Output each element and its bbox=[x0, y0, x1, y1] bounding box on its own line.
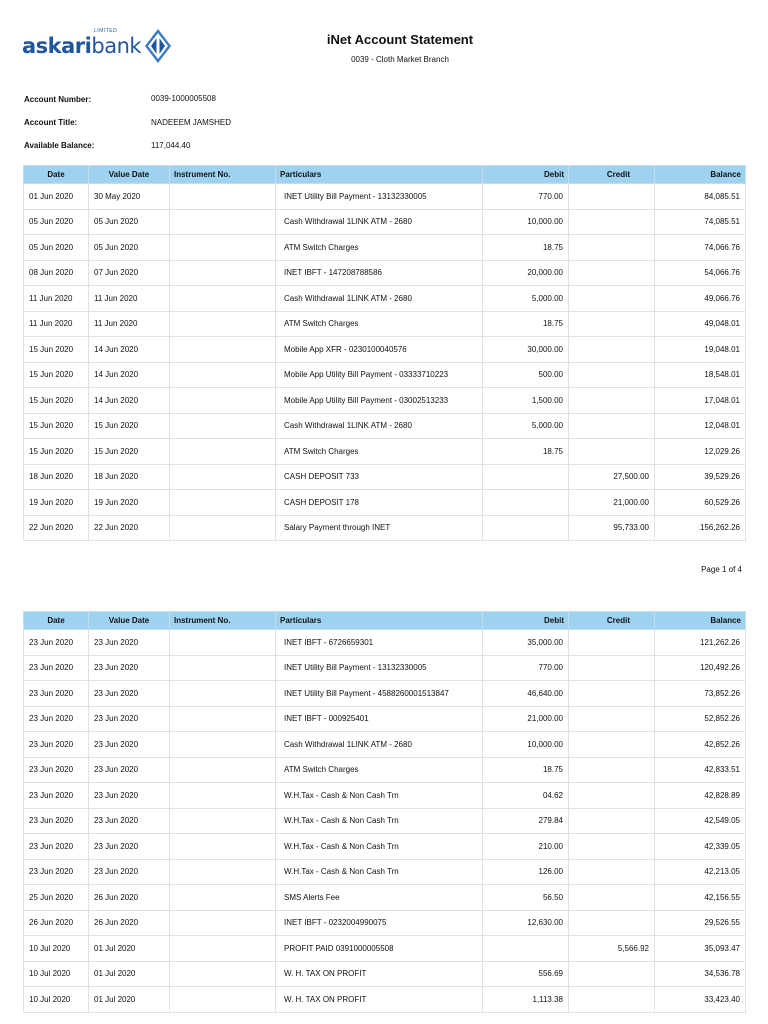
cell-instrument bbox=[170, 808, 276, 834]
col-balance-header: Balance bbox=[655, 166, 746, 184]
cell-date: 15 Jun 2020 bbox=[24, 439, 89, 465]
cell-balance: 42,339.05 bbox=[655, 834, 746, 860]
cell-debit: 1,113.38 bbox=[483, 987, 569, 1013]
cell-credit bbox=[569, 311, 655, 337]
table-row bbox=[24, 783, 746, 809]
cell-particulars: Mobile App Utility Bill Payment - 03333710223 bbox=[276, 362, 483, 388]
cell-credit bbox=[569, 681, 655, 707]
table-row bbox=[24, 286, 746, 312]
cell-value-date: 18 Jun 2020 bbox=[89, 464, 170, 490]
cell-debit: 18.75 bbox=[483, 439, 569, 465]
cell-credit bbox=[569, 209, 655, 235]
cell-particulars: ATM Switch Charges bbox=[276, 311, 483, 337]
table-row bbox=[24, 706, 746, 732]
cell-balance: 54,066.76 bbox=[655, 260, 746, 286]
cell-particulars: Cash Withdrawal 1LINK ATM - 2680 bbox=[276, 209, 483, 235]
col-particulars-header: Particulars bbox=[276, 612, 483, 630]
cell-balance: 29,526.55 bbox=[655, 910, 746, 936]
logo-name-bold: askari bbox=[22, 33, 92, 58]
cell-particulars: INET IBFT - 000925401 bbox=[276, 706, 483, 732]
cell-instrument bbox=[170, 706, 276, 732]
cell-value-date: 07 Jun 2020 bbox=[89, 260, 170, 286]
table-header-row bbox=[24, 612, 746, 630]
cell-particulars: CASH DEPOSIT 733 bbox=[276, 464, 483, 490]
table-row bbox=[24, 362, 746, 388]
cell-value-date: 01 Jul 2020 bbox=[89, 987, 170, 1013]
cell-instrument bbox=[170, 490, 276, 516]
cell-balance: 74,066.76 bbox=[655, 235, 746, 261]
cell-debit: 20,000.00 bbox=[483, 260, 569, 286]
cell-date: 01 Jun 2020 bbox=[24, 184, 89, 210]
cell-particulars: INET Utility Bill Payment - 13132330005 bbox=[276, 184, 483, 210]
cell-credit bbox=[569, 732, 655, 758]
transactions-table-page-1 bbox=[23, 165, 746, 541]
cell-credit bbox=[569, 808, 655, 834]
cell-particulars: Cash Withdrawal 1LINK ATM - 2680 bbox=[276, 286, 483, 312]
cell-credit bbox=[569, 885, 655, 911]
cell-value-date: 23 Jun 2020 bbox=[89, 757, 170, 783]
col-date-header: Date bbox=[24, 612, 89, 630]
cell-particulars: INET Utility Bill Payment - 13132330005 bbox=[276, 655, 483, 681]
cell-particulars: PROFIT PAID 0391000005508 bbox=[276, 936, 483, 962]
table-row bbox=[24, 885, 746, 911]
cell-balance: 42,828.89 bbox=[655, 783, 746, 809]
cell-instrument bbox=[170, 209, 276, 235]
cell-date: 11 Jun 2020 bbox=[24, 286, 89, 312]
cell-debit: 18.75 bbox=[483, 311, 569, 337]
cell-value-date: 01 Jul 2020 bbox=[89, 961, 170, 987]
cell-instrument bbox=[170, 515, 276, 541]
table-row bbox=[24, 515, 746, 541]
cell-debit bbox=[483, 936, 569, 962]
cell-debit: 10,000.00 bbox=[483, 732, 569, 758]
cell-balance: 74,085.51 bbox=[655, 209, 746, 235]
cell-credit bbox=[569, 706, 655, 732]
cell-credit bbox=[569, 757, 655, 783]
cell-date: 18 Jun 2020 bbox=[24, 464, 89, 490]
cell-value-date: 11 Jun 2020 bbox=[89, 286, 170, 312]
cell-credit: 27,500.00 bbox=[569, 464, 655, 490]
page-number: Page 1 of 4 bbox=[701, 565, 742, 574]
col-date-header: Date bbox=[24, 166, 89, 184]
cell-credit bbox=[569, 260, 655, 286]
cell-date: 10 Jul 2020 bbox=[24, 987, 89, 1013]
cell-date: 15 Jun 2020 bbox=[24, 388, 89, 414]
cell-value-date: 23 Jun 2020 bbox=[89, 834, 170, 860]
cell-balance: 42,156.55 bbox=[655, 885, 746, 911]
cell-instrument bbox=[170, 757, 276, 783]
cell-debit: 126.00 bbox=[483, 859, 569, 885]
col-debit-header: Debit bbox=[483, 612, 569, 630]
cell-value-date: 14 Jun 2020 bbox=[89, 362, 170, 388]
table-row bbox=[24, 961, 746, 987]
cell-balance: 49,066.76 bbox=[655, 286, 746, 312]
col-debit-header: Debit bbox=[483, 166, 569, 184]
cell-credit bbox=[569, 286, 655, 312]
table-row bbox=[24, 439, 746, 465]
cell-value-date: 23 Jun 2020 bbox=[89, 808, 170, 834]
cell-instrument bbox=[170, 732, 276, 758]
cell-credit bbox=[569, 337, 655, 363]
col-value-date-header: Value Date bbox=[89, 612, 170, 630]
cell-instrument bbox=[170, 413, 276, 439]
cell-credit bbox=[569, 184, 655, 210]
cell-instrument bbox=[170, 961, 276, 987]
cell-particulars: W.H.Tax - Cash & Non Cash Trn bbox=[276, 834, 483, 860]
cell-particulars: W. H. TAX ON PROFIT bbox=[276, 987, 483, 1013]
cell-credit: 5,566.92 bbox=[569, 936, 655, 962]
cell-instrument bbox=[170, 936, 276, 962]
cell-date: 22 Jun 2020 bbox=[24, 515, 89, 541]
table-row bbox=[24, 834, 746, 860]
cell-debit: 500.00 bbox=[483, 362, 569, 388]
cell-balance: 42,549.05 bbox=[655, 808, 746, 834]
cell-date: 23 Jun 2020 bbox=[24, 681, 89, 707]
cell-instrument bbox=[170, 655, 276, 681]
cell-value-date: 15 Jun 2020 bbox=[89, 439, 170, 465]
cell-particulars: ATM Switch Charges bbox=[276, 439, 483, 465]
cell-date: 23 Jun 2020 bbox=[24, 655, 89, 681]
cell-instrument bbox=[170, 783, 276, 809]
cell-instrument bbox=[170, 260, 276, 286]
cell-particulars: SMS Alerts Fee bbox=[276, 885, 483, 911]
cell-balance: 34,536.78 bbox=[655, 961, 746, 987]
table-row bbox=[24, 757, 746, 783]
cell-debit: 18.75 bbox=[483, 757, 569, 783]
cell-value-date: 22 Jun 2020 bbox=[89, 515, 170, 541]
cell-date: 23 Jun 2020 bbox=[24, 630, 89, 656]
cell-date: 26 Jun 2020 bbox=[24, 910, 89, 936]
cell-balance: 33,423.40 bbox=[655, 987, 746, 1013]
cell-debit: 556.69 bbox=[483, 961, 569, 987]
table-row bbox=[24, 655, 746, 681]
cell-credit bbox=[569, 834, 655, 860]
cell-balance: 17,048.01 bbox=[655, 388, 746, 414]
account-title-value: NADEEEM JAMSHED bbox=[151, 118, 232, 127]
cell-particulars: INET Utility Bill Payment - 4588260001513847 bbox=[276, 681, 483, 707]
cell-date: 23 Jun 2020 bbox=[24, 757, 89, 783]
cell-credit bbox=[569, 235, 655, 261]
cell-date: 15 Jun 2020 bbox=[24, 337, 89, 363]
cell-value-date: 23 Jun 2020 bbox=[89, 732, 170, 758]
cell-debit: 770.00 bbox=[483, 655, 569, 681]
account-number-value: 0039-1000005508 bbox=[151, 94, 216, 103]
cell-credit bbox=[569, 961, 655, 987]
cell-particulars: ATM Switch Charges bbox=[276, 757, 483, 783]
cell-value-date: 14 Jun 2020 bbox=[89, 388, 170, 414]
cell-balance: 42,833.51 bbox=[655, 757, 746, 783]
cell-date: 19 Jun 2020 bbox=[24, 490, 89, 516]
col-value-date-header: Value Date bbox=[89, 166, 170, 184]
cell-value-date: 23 Jun 2020 bbox=[89, 859, 170, 885]
cell-particulars: INET IBFT - 0232004990075 bbox=[276, 910, 483, 936]
cell-instrument bbox=[170, 834, 276, 860]
cell-particulars: W. H. TAX ON PROFIT bbox=[276, 961, 483, 987]
table-row bbox=[24, 184, 746, 210]
cell-date: 23 Jun 2020 bbox=[24, 783, 89, 809]
cell-instrument bbox=[170, 362, 276, 388]
cell-particulars: W.H.Tax - Cash & Non Cash Trn bbox=[276, 783, 483, 809]
table-row bbox=[24, 490, 746, 516]
cell-particulars: W.H.Tax - Cash & Non Cash Trn bbox=[276, 808, 483, 834]
cell-value-date: 23 Jun 2020 bbox=[89, 783, 170, 809]
logo-subtitle: LIMITED bbox=[94, 28, 118, 34]
cell-debit: 279.84 bbox=[483, 808, 569, 834]
table-row bbox=[24, 209, 746, 235]
cell-debit: 56.50 bbox=[483, 885, 569, 911]
cell-particulars: INET IBFT - 6726659301 bbox=[276, 630, 483, 656]
cell-value-date: 05 Jun 2020 bbox=[89, 235, 170, 261]
cell-date: 10 Jul 2020 bbox=[24, 961, 89, 987]
cell-debit bbox=[483, 464, 569, 490]
cell-credit: 21,000.00 bbox=[569, 490, 655, 516]
cell-instrument bbox=[170, 681, 276, 707]
cell-value-date: 05 Jun 2020 bbox=[89, 209, 170, 235]
table-row bbox=[24, 681, 746, 707]
cell-instrument bbox=[170, 885, 276, 911]
account-number-label: Account Number: bbox=[24, 95, 92, 104]
table-row bbox=[24, 464, 746, 490]
col-instrument-header: Instrument No. bbox=[170, 166, 276, 184]
cell-balance: 121,262.26 bbox=[655, 630, 746, 656]
cell-debit: 21,000.00 bbox=[483, 706, 569, 732]
cell-balance: 19,048.01 bbox=[655, 337, 746, 363]
cell-particulars: W.H.Tax - Cash & Non Cash Trn bbox=[276, 859, 483, 885]
col-credit-header: Credit bbox=[569, 166, 655, 184]
cell-date: 23 Jun 2020 bbox=[24, 859, 89, 885]
table-row bbox=[24, 388, 746, 414]
cell-debit: 12,630.00 bbox=[483, 910, 569, 936]
cell-debit: 5,000.00 bbox=[483, 413, 569, 439]
cell-date: 15 Jun 2020 bbox=[24, 413, 89, 439]
cell-credit bbox=[569, 910, 655, 936]
cell-date: 05 Jun 2020 bbox=[24, 235, 89, 261]
col-credit-header: Credit bbox=[569, 612, 655, 630]
cell-balance: 42,852.26 bbox=[655, 732, 746, 758]
cell-credit bbox=[569, 655, 655, 681]
cell-date: 05 Jun 2020 bbox=[24, 209, 89, 235]
cell-balance: 39,529.26 bbox=[655, 464, 746, 490]
table-row bbox=[24, 260, 746, 286]
cell-debit bbox=[483, 515, 569, 541]
cell-credit bbox=[569, 439, 655, 465]
statement-title: iNet Account Statement bbox=[326, 32, 474, 47]
cell-particulars: INET IBFT - 147208788586 bbox=[276, 260, 483, 286]
table-row bbox=[24, 311, 746, 337]
cell-balance: 156,262.26 bbox=[655, 515, 746, 541]
cell-date: 23 Jun 2020 bbox=[24, 808, 89, 834]
cell-debit: 46,640.00 bbox=[483, 681, 569, 707]
cell-balance: 35,093.47 bbox=[655, 936, 746, 962]
table-row bbox=[24, 987, 746, 1013]
cell-debit: 210.00 bbox=[483, 834, 569, 860]
cell-particulars: ATM Switch Charges bbox=[276, 235, 483, 261]
cell-credit bbox=[569, 388, 655, 414]
cell-value-date: 14 Jun 2020 bbox=[89, 337, 170, 363]
cell-credit bbox=[569, 859, 655, 885]
cell-instrument bbox=[170, 464, 276, 490]
table-row bbox=[24, 235, 746, 261]
cell-debit: 10,000.00 bbox=[483, 209, 569, 235]
table-row bbox=[24, 413, 746, 439]
cell-balance: 120,492.26 bbox=[655, 655, 746, 681]
cell-value-date: 26 Jun 2020 bbox=[89, 885, 170, 911]
cell-credit bbox=[569, 362, 655, 388]
cell-instrument bbox=[170, 286, 276, 312]
cell-balance: 42,213.05 bbox=[655, 859, 746, 885]
table-row bbox=[24, 808, 746, 834]
cell-value-date: 23 Jun 2020 bbox=[89, 655, 170, 681]
cell-debit: 5,000.00 bbox=[483, 286, 569, 312]
account-title-label: Account Title: bbox=[24, 118, 78, 127]
cell-balance: 52,852.26 bbox=[655, 706, 746, 732]
cell-debit: 35,000.00 bbox=[483, 630, 569, 656]
transactions-table-page-2 bbox=[23, 611, 746, 1013]
available-balance-label: Available Balance: bbox=[24, 141, 95, 150]
branch-name: 0039 - Cloth Market Branch bbox=[351, 55, 449, 64]
cell-debit bbox=[483, 490, 569, 516]
cell-instrument bbox=[170, 987, 276, 1013]
col-balance-header: Balance bbox=[655, 612, 746, 630]
cell-balance: 84,085.51 bbox=[655, 184, 746, 210]
cell-date: 23 Jun 2020 bbox=[24, 732, 89, 758]
cell-debit: 770.00 bbox=[483, 184, 569, 210]
cell-instrument bbox=[170, 910, 276, 936]
cell-credit bbox=[569, 987, 655, 1013]
cell-date: 25 Jun 2020 bbox=[24, 885, 89, 911]
cell-particulars: Mobile App Utility Bill Payment - 03002513233 bbox=[276, 388, 483, 414]
cell-value-date: 26 Jun 2020 bbox=[89, 910, 170, 936]
cell-instrument bbox=[170, 184, 276, 210]
cell-debit: 30,000.00 bbox=[483, 337, 569, 363]
logo-name-light: bank bbox=[91, 33, 142, 58]
table-row bbox=[24, 910, 746, 936]
cell-value-date: 23 Jun 2020 bbox=[89, 630, 170, 656]
cell-credit: 95,733.00 bbox=[569, 515, 655, 541]
cell-value-date: 30 May 2020 bbox=[89, 184, 170, 210]
table-row bbox=[24, 337, 746, 363]
cell-value-date: 23 Jun 2020 bbox=[89, 706, 170, 732]
table-row bbox=[24, 936, 746, 962]
cell-instrument bbox=[170, 311, 276, 337]
cell-instrument bbox=[170, 630, 276, 656]
col-instrument-header: Instrument No. bbox=[170, 612, 276, 630]
cell-particulars: Salary Payment through INET bbox=[276, 515, 483, 541]
cell-instrument bbox=[170, 859, 276, 885]
cell-value-date: 19 Jun 2020 bbox=[89, 490, 170, 516]
cell-debit: 04.62 bbox=[483, 783, 569, 809]
cell-date: 15 Jun 2020 bbox=[24, 362, 89, 388]
cell-credit bbox=[569, 630, 655, 656]
table-row bbox=[24, 859, 746, 885]
cell-balance: 18,548.01 bbox=[655, 362, 746, 388]
cell-instrument bbox=[170, 439, 276, 465]
table-row bbox=[24, 732, 746, 758]
cell-particulars: Cash Withdrawal 1LINK ATM - 2680 bbox=[276, 413, 483, 439]
cell-value-date: 15 Jun 2020 bbox=[89, 413, 170, 439]
cell-instrument bbox=[170, 235, 276, 261]
cell-date: 11 Jun 2020 bbox=[24, 311, 89, 337]
cell-value-date: 23 Jun 2020 bbox=[89, 681, 170, 707]
cell-particulars: CASH DEPOSIT 178 bbox=[276, 490, 483, 516]
cell-particulars: Cash Withdrawal 1LINK ATM - 2680 bbox=[276, 732, 483, 758]
cell-instrument bbox=[170, 388, 276, 414]
cell-instrument bbox=[170, 337, 276, 363]
cell-date: 08 Jun 2020 bbox=[24, 260, 89, 286]
cell-particulars: Mobile App XFR - 0230100040576 bbox=[276, 337, 483, 363]
cell-balance: 12,048.01 bbox=[655, 413, 746, 439]
cell-credit bbox=[569, 413, 655, 439]
cell-balance: 73,852.26 bbox=[655, 681, 746, 707]
cell-debit: 18.75 bbox=[483, 235, 569, 261]
cell-debit: 1,500.00 bbox=[483, 388, 569, 414]
cell-credit bbox=[569, 783, 655, 809]
cell-date: 23 Jun 2020 bbox=[24, 706, 89, 732]
table-row bbox=[24, 630, 746, 656]
cell-balance: 60,529.26 bbox=[655, 490, 746, 516]
cell-value-date: 01 Jul 2020 bbox=[89, 936, 170, 962]
cell-value-date: 11 Jun 2020 bbox=[89, 311, 170, 337]
cell-date: 10 Jul 2020 bbox=[24, 936, 89, 962]
cell-date: 23 Jun 2020 bbox=[24, 834, 89, 860]
cell-balance: 49,048.01 bbox=[655, 311, 746, 337]
table-header-row bbox=[24, 166, 746, 184]
cell-balance: 12,029.26 bbox=[655, 439, 746, 465]
available-balance-value: 117,044.40 bbox=[151, 141, 191, 150]
col-particulars-header: Particulars bbox=[276, 166, 483, 184]
